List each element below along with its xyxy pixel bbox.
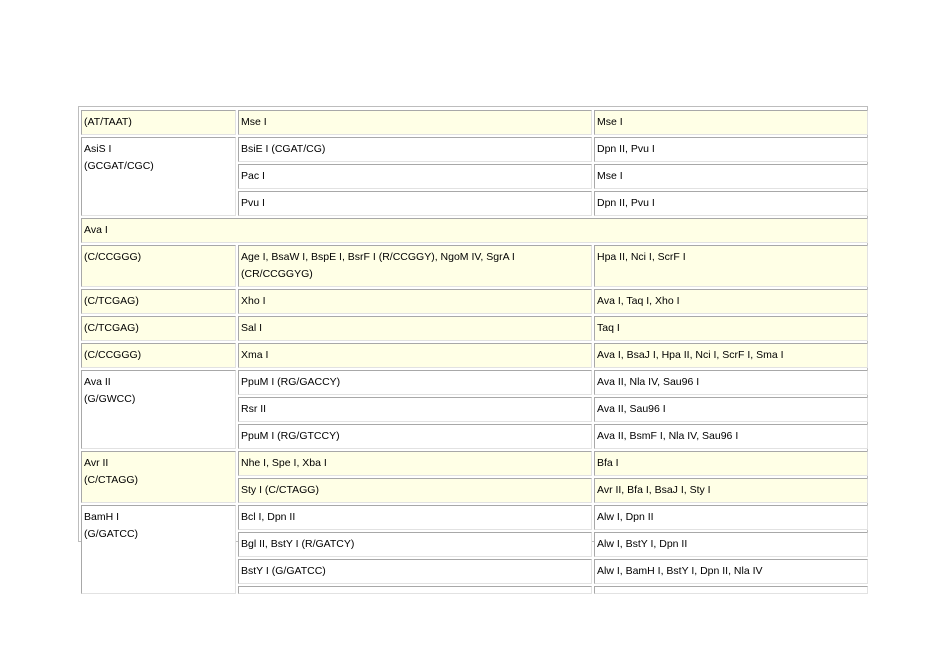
enzyme-cell: BamH I (G/GATCC): [81, 505, 236, 594]
product-enzymes-cell: Ava I, BsaJ I, Hpa II, Nci I, ScrF I, Sma I: [594, 343, 868, 368]
enzyme-cell: (C/TCGAG): [81, 316, 236, 341]
isoschizomer-cell: Bgl II, BstY I (R/GATCY): [238, 532, 592, 557]
continuation-cell: [594, 586, 868, 594]
section-heading-cell: Ava I: [81, 218, 868, 243]
product-enzymes-cell: Dpn II, Pvu I: [594, 191, 868, 216]
table-row: [81, 289, 868, 314]
isoschizomer-cell: Sty I (C/CTAGG): [238, 478, 592, 503]
isoschizomer-cell: Pac I: [238, 164, 592, 189]
table-row: [81, 316, 868, 341]
product-enzymes-cell: Hpa II, Nci I, ScrF I: [594, 245, 868, 287]
product-enzymes-cell: Alw I, BstY I, Dpn II: [594, 532, 868, 557]
isoschizomer-cell: PpuM I (RG/GACCY): [238, 370, 592, 395]
enzyme-cell: (C/CCGGG): [81, 343, 236, 368]
product-enzymes-cell: Alw I, Dpn II: [594, 505, 868, 530]
table-row: [81, 505, 868, 530]
product-enzymes-cell: Ava II, BsmF I, Nla IV, Sau96 I: [594, 424, 868, 449]
enzyme-table: [79, 108, 870, 596]
enzyme-cell: (C/CCGGG): [81, 245, 236, 287]
isoschizomer-cell: Bcl I, Dpn II: [238, 505, 592, 530]
table-row: [81, 110, 868, 135]
product-enzymes-cell: Mse I: [594, 164, 868, 189]
isoschizomer-cell: PpuM I (RG/GTCCY): [238, 424, 592, 449]
table-row: [81, 370, 868, 395]
isoschizomer-cell: Rsr II: [238, 397, 592, 422]
isoschizomer-cell: Pvu I: [238, 191, 592, 216]
table-row: [81, 245, 868, 287]
table-row: [81, 343, 868, 368]
product-enzymes-cell: Ava II, Sau96 I: [594, 397, 868, 422]
product-enzymes-cell: Ava I, Taq I, Xho I: [594, 289, 868, 314]
isoschizomer-cell: Age I, BsaW I, BspE I, BsrF I (R/CCGGY), NgoM IV, SgrA I (CR/CCGGYG): [238, 245, 592, 287]
product-enzymes-cell: Bfa I: [594, 451, 868, 476]
isoschizomer-cell: BstY I (G/GATCC): [238, 559, 592, 584]
table-row: [81, 218, 868, 243]
product-enzymes-cell: Ava II, Nla IV, Sau96 I: [594, 370, 868, 395]
product-enzymes-cell: Dpn II, Pvu I: [594, 137, 868, 162]
enzyme-cell: Ava II (G/GWCC): [81, 370, 236, 449]
product-enzymes-cell: Mse I: [594, 110, 868, 135]
isoschizomer-cell: BsiE I (CGAT/CG): [238, 137, 592, 162]
enzyme-cell: Avr II (C/CTAGG): [81, 451, 236, 503]
isoschizomer-cell: Sal I: [238, 316, 592, 341]
isoschizomer-cell: Xma I: [238, 343, 592, 368]
isoschizomer-cell: Nhe I, Spe I, Xba I: [238, 451, 592, 476]
enzyme-cell: AsiS I (GCGAT/CGC): [81, 137, 236, 216]
product-enzymes-cell: Alw I, BamH I, BstY I, Dpn II, Nla IV: [594, 559, 868, 584]
product-enzymes-cell: Taq I: [594, 316, 868, 341]
product-enzymes-cell: Avr II, Bfa I, BsaJ I, Sty I: [594, 478, 868, 503]
continuation-cell: [238, 586, 592, 594]
isoschizomer-cell: Xho I: [238, 289, 592, 314]
table-row: [81, 137, 868, 162]
enzyme-cell: (C/TCGAG): [81, 289, 236, 314]
isoschizomer-cell: Mse I: [238, 110, 592, 135]
enzyme-cell: (AT/TAAT): [81, 110, 236, 135]
table-row: [81, 451, 868, 476]
